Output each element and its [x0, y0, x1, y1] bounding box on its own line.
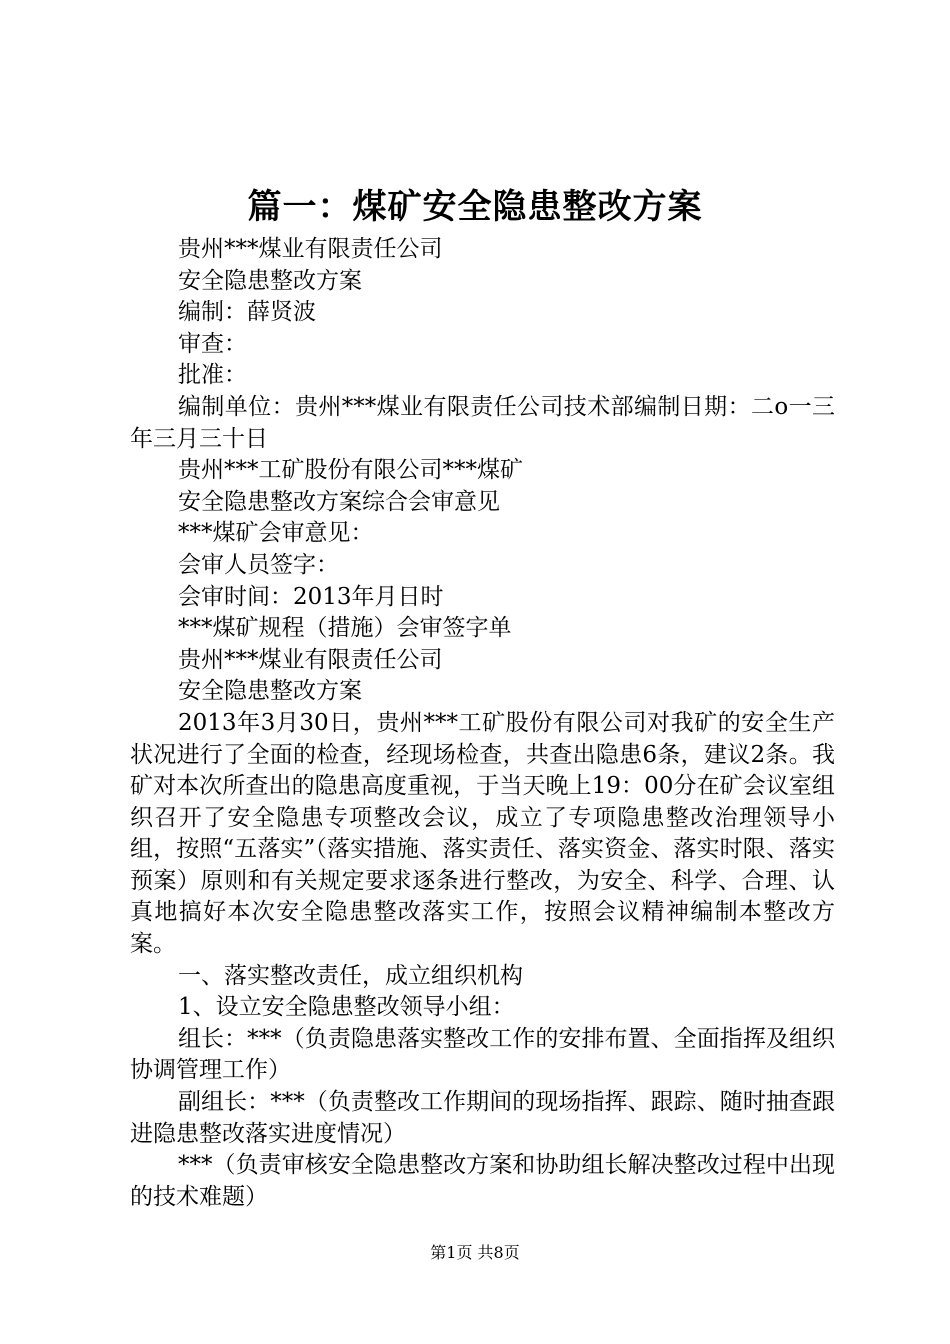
paragraph: 1、设立安全隐患整改领导小组： [178, 994, 515, 1021]
paragraph: 会审时间：2013年月日时 [178, 583, 444, 610]
document-body [130, 234, 835, 1213]
paragraph: 会审人员签字： [178, 551, 339, 578]
paragraph: ***（负责审核安全隐患整改方案和协助组长解决整改过程中出现的技术难题） [130, 1152, 835, 1210]
paragraph: 编制：薛贤波 [178, 299, 316, 326]
paragraph: 贵州***煤业有限责任公司 [178, 236, 443, 262]
document-title: 篇一：煤矿安全隐患整改方案 [247, 187, 703, 227]
page-footer: 第1页 共8页 [430, 1243, 520, 1262]
paragraph: 副组长：***（负责整改工作期间的现场指挥、跟踪、随时抽查跟进隐患整改落实进度情况） [130, 1089, 835, 1147]
paragraph: 贵州***工矿股份有限公司***煤矿 [178, 457, 523, 484]
paragraph: ***煤矿会审意见： [178, 520, 374, 547]
paragraph: 审查： [178, 330, 247, 357]
paragraph: 安全隐患整改方案 [178, 678, 362, 705]
paragraph: 一、落实整改责任，成立组织机构 [178, 962, 523, 989]
paragraph: 安全隐患整改方案 [178, 267, 362, 294]
paragraph: 编制单位：贵州***煤业有限责任公司技术部编制日期：二o一三年三月三十日 [130, 393, 835, 452]
paragraph: 批准： [178, 362, 247, 389]
paragraph: 组长：***（负责隐患落实整改工作的安排布置、全面指挥及组织协调管理工作） [130, 1025, 835, 1084]
paragraph: 贵州***煤业有限责任公司 [178, 646, 443, 673]
paragraph: 安全隐患整改方案综合会审意见 [178, 488, 500, 515]
paragraph: 2013年3月30日，贵州***工矿股份有限公司对我矿的安全生产状况进行了全面的检查，经现场检查，共查出隐患6条，建议2条。我矿对本次所查出的隐患高度重视，于当天晚上19：00分在矿会议室组织召开了安全隐患专项整改会议，成立了专项隐患整改治理领导小组，按照“五落实”（落实措施、落实责任、落实资金、落实时限、落实预案）原则和有关规定要求逐条进行整改，为安全、科学、合理、认真地搞好本次安全隐患整改落实工作，按照会议精神编制本整改方案。 [130, 709, 835, 958]
paragraph: ***煤矿规程（措施）会审签字单 [178, 615, 512, 642]
